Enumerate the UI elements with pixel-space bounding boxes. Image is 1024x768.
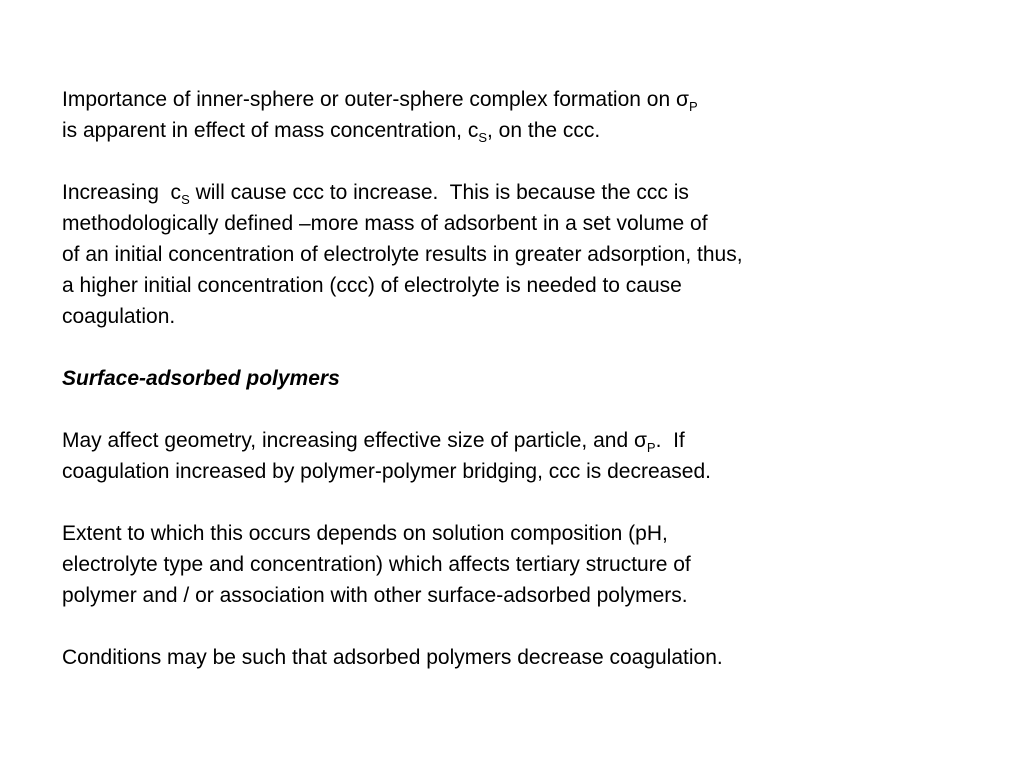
subscript: P [688, 99, 698, 114]
text-line: methodologically defined –more mass of adsorbent in a set volume of [62, 212, 708, 235]
subscript: P [646, 440, 656, 455]
text-line: Extent to which this occurs depends on solution composition (pH, [62, 522, 668, 545]
text-line: a higher initial concentration (ccc) of electrolyte is needed to cause [62, 274, 682, 297]
text-line: is apparent in effect of mass concentration, $c_S$, on the ccc. [62, 119, 601, 145]
text-line: electrolyte type and concentration) which affects tertiary structure of [62, 553, 691, 576]
text-line: of an initial concentration of electrolyte results in greater adsorption, thus, [62, 243, 743, 266]
text-line: polymer and / or association with other surface-adsorbed polymers. [62, 584, 688, 607]
text-line: Increasing $c_S$ will cause ccc to increase. This is because the ccc is [62, 181, 689, 207]
subscript: S [181, 192, 190, 207]
paragraph-geometry [62, 425, 962, 487]
text-line: Conditions may be such that adsorbed polymers decrease coagulation. [62, 646, 723, 669]
section-heading: Surface-adsorbed polymers [62, 367, 340, 390]
text-line: coagulation. [62, 305, 176, 328]
paragraph-increasing-cs [62, 177, 962, 332]
section-heading-wrapper [62, 363, 962, 394]
slide-body [62, 84, 962, 704]
text-line: coagulation increased by polymer-polymer bridging, ccc is decreased. [62, 460, 711, 483]
paragraph-conditions [62, 642, 962, 673]
subscript: S [478, 130, 488, 145]
paragraph-extent [62, 518, 962, 611]
paragraph-complex-formation [62, 84, 962, 146]
text-line: May affect geometry, increasing effective size of particle, and $\sigma_P$. If [62, 429, 685, 455]
text-line: Importance of inner-sphere or outer-sphere complex formation on $\sigma_P$ [62, 88, 698, 114]
